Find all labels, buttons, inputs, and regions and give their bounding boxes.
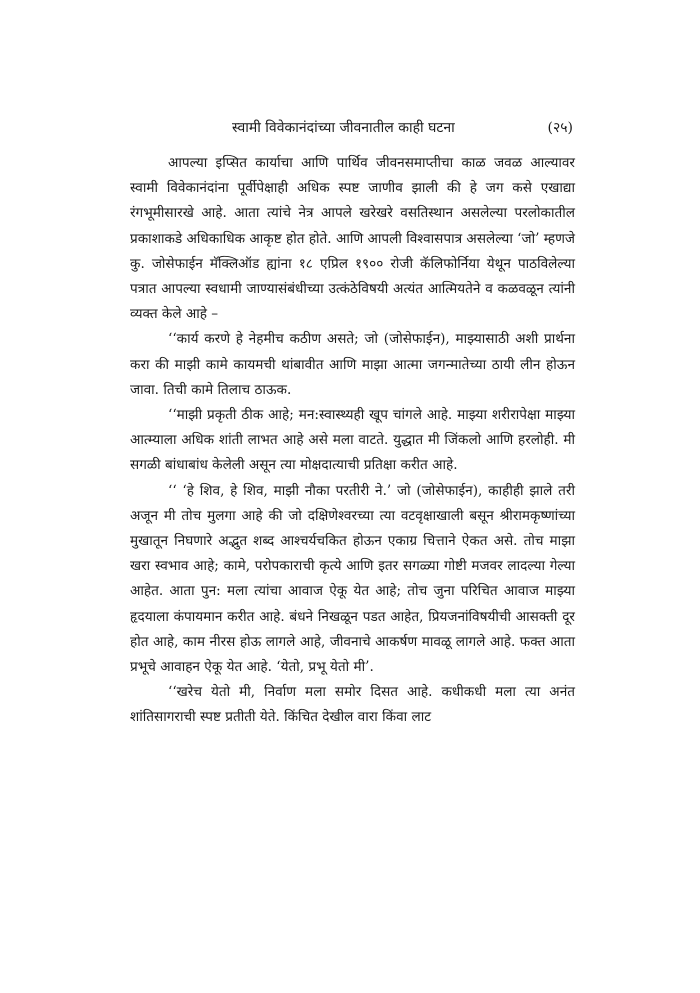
paragraph-intro: आपल्या इप्सित कार्याचा आणि पार्थिव जीवनसमाप्तीचा काळ जवळ आल्यावर स्वामी विवेकानंदांना पूर्वीपेक्षाही अधिक स्पष्ट जाणीव झाली की हे जग कसे एखाद्या रंगभूमीसारखे आहे. आता त्यांचे नेत्र आपले खरेखरे वसतिस्थान असलेल्या परलोकातील प्रकाशाकडे अधिकाधिक आकृष्ट होत होते. आणि आपली विश्वासपात्र असलेल्या ‘जो’ म्हणजे कु. जोसेफाईन मॅक्लिऑड ह्यांना १८ एप्रिल १९०० रोजी कॅलिफोर्निया येथून पाठविलेल्या पत्रात आपल्या स्वधामी जाण्यासंबंधीच्या उत्कंठेविषयी अत्यंत आत्मियतेने व कळवळून त्यांनी व्यक्त केले आहे –: [130, 155, 575, 323]
book-page: [130, 118, 575, 731]
running-header: [130, 118, 575, 142]
paragraph-letter-quote-3: ‘‘ ‘हे शिव, हे शिव, माझी नौका परतीरी ने.’ जो (जोसेफाईन), काहीही झाले तरी अजून मी तोच मुलगा आहे की जो दक्षिणेश्वरच्या त्या वटवृक्षाखाली बसून श्रीरामकृष्णांच्या मुखातून निघणारे अद्भुत शब्द आश्चर्यचकित होऊन एकाग्र चित्ताने ऐकत असे. तोच माझा खरा स्वभाव आहे; कामे, परोपकाराची कृत्ये आणि इतर सगळ्या गोष्टी मजवर लादल्या गेल्या आहेत. आता पुन: मला त्यांचा आवाज ऐकू येत आहे; तोच जुना परिचित आवाज माझ्या हृदयाला कंपायमान करीत आहे. बंधने निखळून पडत आहेत, प्रियजनांविषयीची आसक्ती दूर होत आहे, काम नीरस होऊ लागले आहे, जीवनाचे आकर्षण मावळू लागले आहे. फक्त आता प्रभूचे आवाहन ऐकू येत आहे. ‘येतो, प्रभू येतो मी’.: [130, 482, 575, 676]
paragraph-letter-quote-4: ‘‘खरेच येतो मी, निर्वाण मला समोर दिसत आहे. कधीकधी मला त्या अनंत शांतिसागराची स्पष्ट प्रतीती येते. किंचित देखील वारा किंवा लाट: [130, 684, 575, 726]
running-title: स्वामी विवेकानंदांच्या जीवनातील काही घटना: [232, 120, 455, 136]
paragraph-letter-quote-1: ‘‘कार्य करणे हे नेहमीच कठीण असते; जो (जोसेफाईन), माझ्यासाठी अशी प्रार्थना करा की माझी कामे कायमची थांबावीत आणि माझा आत्मा जगन्मातेच्या ठायी लीन होऊन जावा. तिची कामे तिलाच ठाऊक.: [130, 331, 575, 398]
paragraph-letter-quote-2: ‘‘माझी प्रकृती ठीक आहे; मन:स्वास्थ्यही खूप चांगले आहे. माझ्या शरीरापेक्षा माझ्या आत्म्याला अधिक शांती लाभत आहे असे मला वाटते. युद्धात मी जिंकलो आणि हरलोही. मी सगळी बांधाबांध केलेली असून त्या मोक्षदात्याची प्रतिक्षा करीत आहे.: [130, 407, 575, 474]
body-text: [130, 151, 575, 731]
page-number: (२५): [547, 120, 573, 136]
